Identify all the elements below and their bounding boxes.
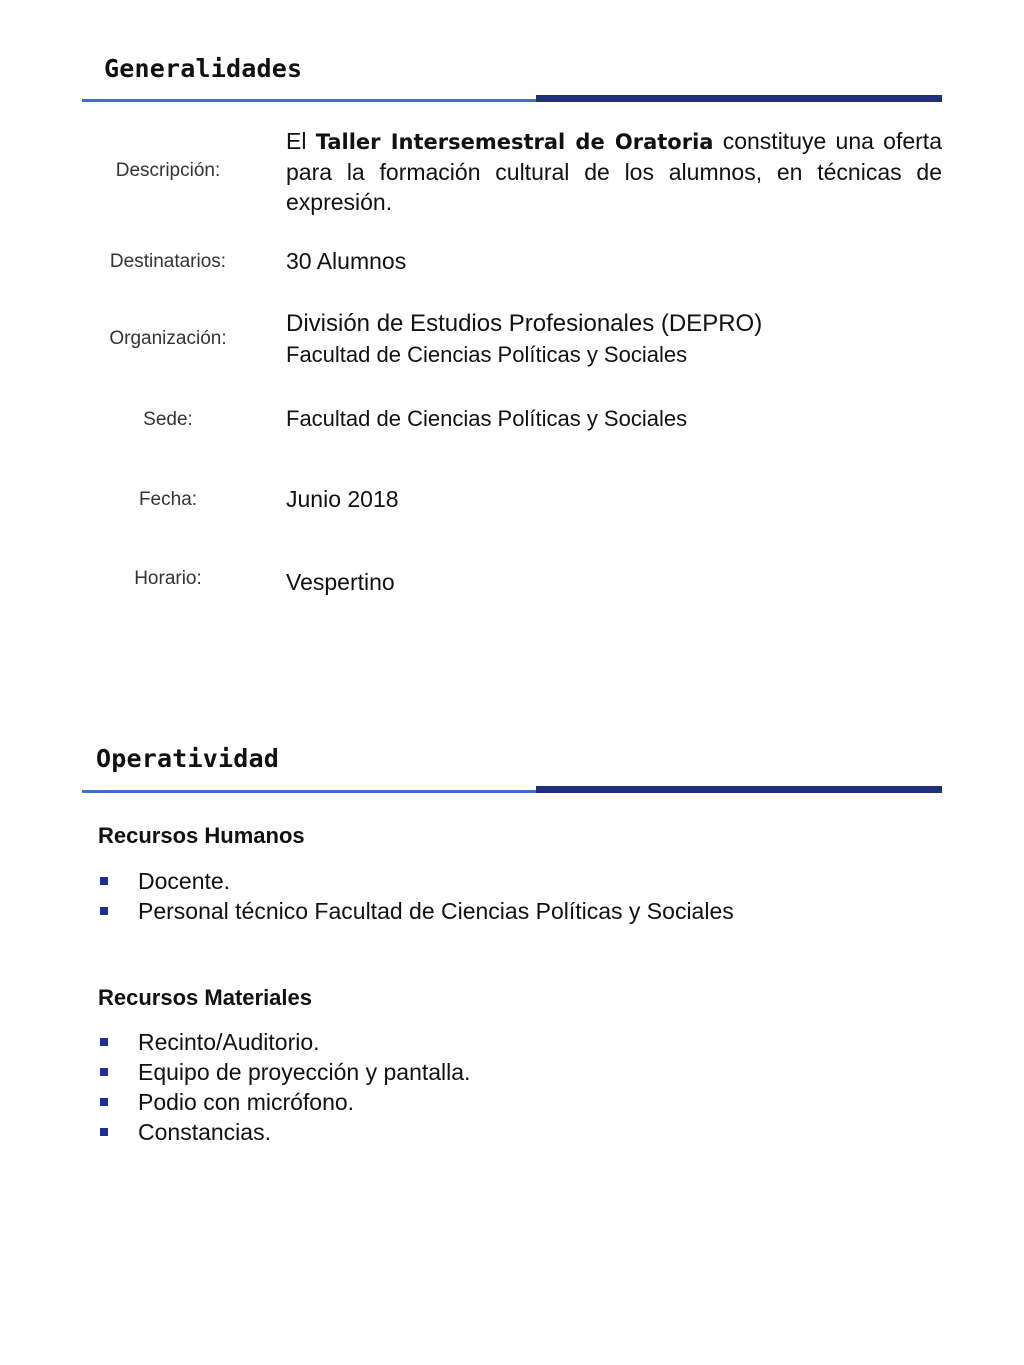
square-bullet-icon (100, 907, 108, 915)
list-item: Recinto/Auditorio. (98, 1027, 470, 1057)
section-divider-accent (536, 786, 942, 793)
section-title-generalidades: Generalidades (104, 54, 303, 83)
square-bullet-icon (100, 1038, 108, 1046)
list-item: Docente. (98, 866, 734, 896)
square-bullet-icon (100, 1128, 108, 1136)
list-item: Podio con micrófono. (98, 1087, 470, 1117)
section-divider-accent (536, 95, 942, 102)
label-organizacion: Organización: (109, 328, 227, 349)
label-fecha: Fecha: (138, 489, 198, 510)
value-descripcion: El Taller Intersemestral de Oratoria constituye una oferta para la formación cultural de los alumnos, en técnicas de expresión. (286, 128, 942, 215)
value-fecha: Junio 2018 (286, 486, 399, 512)
heading-recursos-humanos: Recursos Humanos (98, 823, 305, 848)
square-bullet-icon (100, 877, 108, 885)
list-item: Equipo de proyección y pantalla. (98, 1057, 470, 1087)
section-title-operatividad: Operatividad (96, 744, 280, 773)
heading-recursos-materiales: Recursos Materiales (98, 985, 312, 1010)
label-horario: Horario: (134, 568, 202, 589)
list-item: Personal técnico Facultad de Ciencias Políticas y Sociales (98, 896, 734, 926)
value-sede: Facultad de Ciencias Políticas y Sociales (286, 406, 688, 431)
list-recursos-humanos (98, 866, 734, 926)
list-item: Constancias. (98, 1117, 470, 1147)
list-recursos-materiales (98, 1027, 470, 1147)
label-descripcion: Descripción: (115, 160, 221, 181)
value-destinatarios: 30 Alumnos (286, 248, 407, 274)
square-bullet-icon (100, 1098, 108, 1106)
value-organizacion-line2: Facultad de Ciencias Políticas y Sociales (286, 342, 688, 367)
value-organizacion-line1: División de Estudios Profesionales (DEPRO) (286, 310, 763, 337)
label-destinatarios: Destinatarios: (109, 251, 227, 272)
value-horario: Vespertino (286, 569, 395, 595)
workshop-name: Taller Intersemestral de Oratoria (315, 130, 714, 154)
square-bullet-icon (100, 1068, 108, 1076)
label-sede: Sede: (143, 409, 193, 430)
